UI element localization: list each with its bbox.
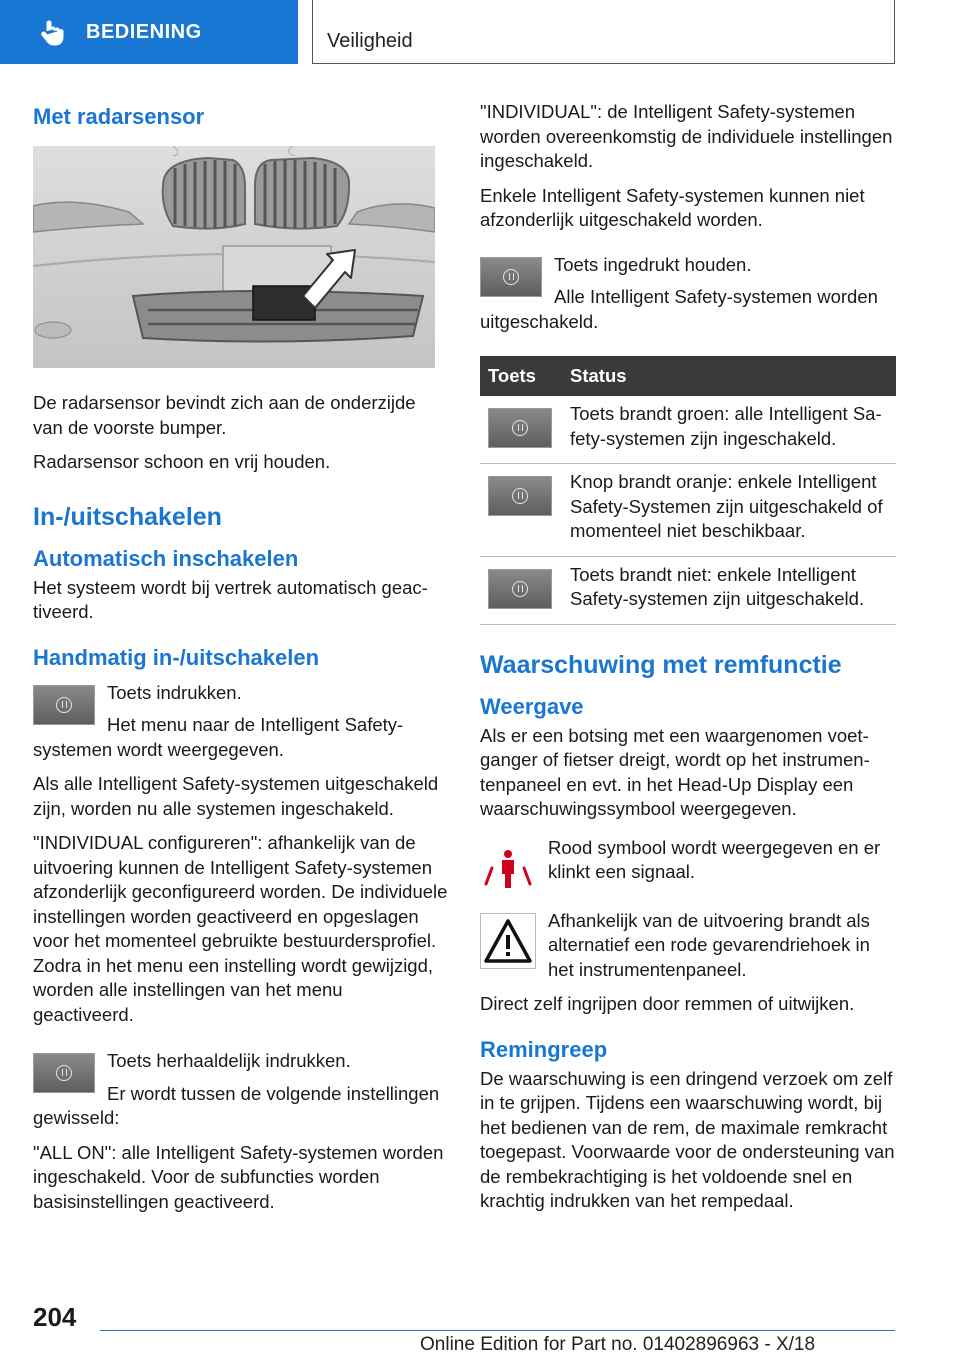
menu-text: Het menu naar de Intelligent Safety-systemen wordt weergegeven. [33, 714, 404, 760]
status-table [480, 356, 896, 625]
all-off-switch-text: Alle Intelligent Safety-systemen worden uitgeschakeld. [480, 286, 878, 332]
chapter-title: Veiligheid [327, 30, 413, 52]
safety-button-icon [33, 685, 95, 725]
footer-divider [100, 1330, 895, 1331]
table-row [480, 464, 896, 557]
heading-warning: Waarschuwing met remfunctie [480, 650, 842, 679]
weergave-text: Als er een botsing met een waargenomen voetganger of fietser dreigt, wordt op het instrumentenpaneel en evt. in het Head-Up Display een waarschuwingssymbool weergegeven. [480, 724, 870, 819]
all-on-text: "ALL ON": alle Intelligent Safety-systemen worden ingeschakeld. Voor de subfuncties worden basisinstellingen geactiveerd. [33, 1141, 444, 1212]
hold-row [480, 253, 896, 335]
safety-button-icon [488, 569, 552, 609]
heading-radar: Met radarsensor [33, 104, 205, 129]
remingreep-text: De waarschuwing is een dringend verzoek om zelf in te grijpen. Tijdens een waarschuwing wordt, bij het bedienen van de rem, de maximale remkracht toegepast. Voorwaarde voor de ondersteuning van de rembekrachtiging is het voldoende snel en krachtig indrukken van het rempedaal. [480, 1067, 895, 1211]
press-text: Toets indrukken. [107, 681, 242, 703]
section-tab [0, 0, 298, 64]
repeat-text: Toets herhaaldelijk indrukken. [107, 1050, 351, 1071]
heading-inuit: In-/uitschakelen [33, 502, 222, 531]
heading-weergave: Weergave [480, 693, 584, 719]
warning-triangle-icon [480, 913, 536, 969]
section-title: BEDIENING [86, 20, 202, 43]
radar-text-1: De radarsensor bevindt zich aan de onderzijde van de voorste bumper. [33, 392, 416, 438]
safety-button-icon [488, 476, 552, 516]
heading-auto: Automatisch inschakelen [33, 545, 299, 571]
heading-remingreep: Remingreep [480, 1036, 608, 1062]
right-column [480, 100, 896, 1224]
status-cell: Toets brandt niet: enkele Intelligent Safety-systemen zijn uitgeschakeld. [562, 556, 896, 624]
all-off-text: Als alle Intelligent Safety-systemen uitgeschakeld zijn, worden nu alle systemen ingeschakeld. [33, 773, 439, 819]
hand-pointer-icon [38, 18, 66, 46]
heading-handmatig: Handmatig in-/uitschakelen [33, 644, 320, 670]
hold-text: Toets ingedrukt houden. [554, 253, 752, 275]
direct-text: Direct zelf ingrijpen door remmen of uitwijken. [480, 993, 855, 1014]
radar-text-2: Radarsensor schoon en vrij houden. [33, 451, 331, 472]
auto-text: Het systeem wordt bij vertrek automatisch geactiveerd. [33, 576, 428, 622]
status-cell: Knop brandt oranje: enkele Intelligent Safety-Systemen zijn uitgeschakeld of momenteel niet beschikbaar. [562, 464, 896, 557]
press-row [33, 681, 448, 763]
individual-config-text: "INDIVIDUAL configureren": afhankelijk van de uitvoering kunnen de Intelligent Safety-systemen afzonderlijk geconfigureerd worden. De individuele instellingen worden geactiveerd en opgeslagen voor het momenteel gebruikte bestuurdersprofiel. Zodra in het menu een instelling wordt gewijzigd, worden alle instellingen van het menu geactiveerd. [33, 832, 448, 1025]
col-key-header: Toets [480, 356, 562, 396]
pedestrian-warning-icon [480, 840, 536, 896]
edition-text: Online Edition for Part no. 01402896963 - X/18 [420, 1334, 816, 1355]
col-status-header: Status [562, 356, 896, 396]
triangle-text: Afhankelijk van de uitvoering brandt als alternatief een rode gevarendriehoek in het instrumentenpaneel. [548, 909, 870, 980]
safety-button-icon [33, 1053, 95, 1093]
red-symbol-row [480, 836, 896, 885]
left-column [33, 100, 448, 1224]
chapter-box [312, 0, 895, 64]
repeat-row [33, 1049, 448, 1131]
safety-button-icon [488, 408, 552, 448]
red-symbol-text: Rood symbool wordt weergegeven en er klinkt een signaal. [548, 836, 881, 882]
page-number: 204 [33, 1302, 77, 1332]
radar-sensor-photo [33, 146, 435, 368]
triangle-row [480, 909, 896, 983]
switch-text: Er wordt tussen de volgende instellingen gewisseld: [33, 1082, 440, 1128]
individual-text: "INDIVIDUAL": de Intelligent Safety-systemen worden overeenkomstig de individuele instellingen ingeschakeld. [480, 101, 893, 171]
status-cell: Toets brandt groen: alle Intelligent Safety-systemen zijn ingeschakeld. [562, 396, 896, 464]
table-row [480, 396, 896, 464]
table-row [480, 556, 896, 624]
some-systems-text: Enkele Intelligent Safety-systemen kunnen niet afzonderlijk uitgeschakeld worden. [480, 184, 865, 230]
safety-button-icon [480, 257, 542, 297]
